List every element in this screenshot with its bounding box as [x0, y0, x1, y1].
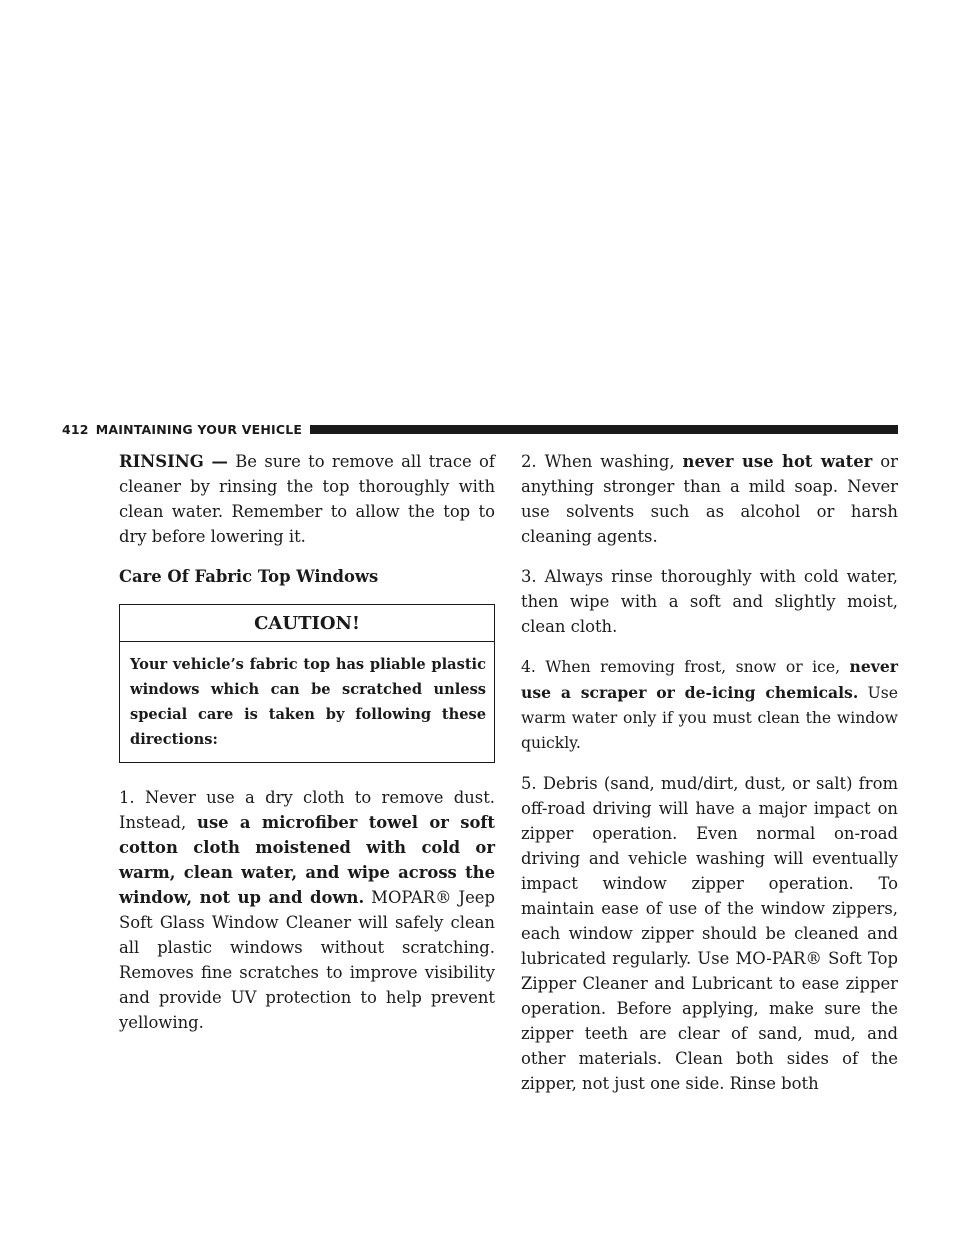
step-5-paragraph: 5. Debris (sand, mud/dirt, dust, or salt) from off-road driving will have a major impact on zipper operation. Even normal on-road driving and vehicle washing will eventually impact window zipper operation. To maintain ease of use of the window zippers, each window zipper should be cleaned and lubricated regularly. Use MO-PAR® Soft Top Zipper Cleaner and Lubricant to ease zipper operation. Before applying, make sure the zipper teeth are clear of sand, mud, and other materials. Clean both sides of the zipper, not just one side. Rinse both	[521, 774, 898, 1093]
step-1-bold: use a microfiber towel or soft cotton cloth moistened with cold or warm, clean water, and wipe across the window, not up and down.	[119, 813, 495, 907]
section-title: MAINTAINING YOUR VEHICLE	[95, 421, 303, 437]
step-3-paragraph: 3. Always rinse thoroughly with cold water, then wipe with a soft and slightly moist, clean cloth.	[521, 567, 898, 636]
header-rule	[310, 425, 898, 434]
step-2-paragraph	[521, 449, 898, 549]
page-number: 412	[62, 421, 89, 437]
caution-title: CAUTION!	[120, 605, 494, 642]
rinsing-label: RINSING —	[119, 452, 228, 471]
step-2-lead: 2. When washing,	[521, 452, 683, 471]
rinsing-paragraph	[119, 449, 495, 549]
caution-body: Your vehicle’s fabric top has pliable plastic windows which can be scratched unless special care is taken by following these directions:	[130, 656, 486, 748]
step-4-paragraph	[521, 654, 898, 756]
step-1-paragraph	[119, 785, 495, 1035]
step-4-lead: 4. When removing frost, snow or ice,	[521, 658, 850, 676]
step-1-lead: 1. Never use a dry cloth to remove dust. Instead,	[119, 788, 495, 832]
step-4-bold: never use a scraper or de-icing chemicals.	[521, 657, 898, 702]
step-4-rest: Use warm water only if you must clean the window quickly.	[521, 684, 898, 752]
step-2-bold: never use hot water	[682, 452, 873, 471]
left-column	[119, 449, 495, 1050]
caution-box	[119, 604, 495, 763]
step-1-rest: MOPAR® Jeep Soft Glass Window Cleaner will safely clean all plastic windows without scratching. Removes fine scratches to improve visibility and provide UV protection to help prevent yellowing.	[119, 888, 495, 1032]
rinsing-text: Be sure to remove all trace of cleaner by rinsing the top thoroughly with clean water. Remember to allow the top to dry before lowering it.	[119, 452, 495, 546]
care-of-fabric-top-windows-heading: Care Of Fabric Top Windows	[119, 567, 379, 586]
page-header	[62, 419, 898, 439]
right-column	[521, 449, 898, 1111]
step-2-rest: or anything stronger than a mild soap. Never use solvents such as alcohol or harsh cleaning agents.	[521, 452, 898, 546]
